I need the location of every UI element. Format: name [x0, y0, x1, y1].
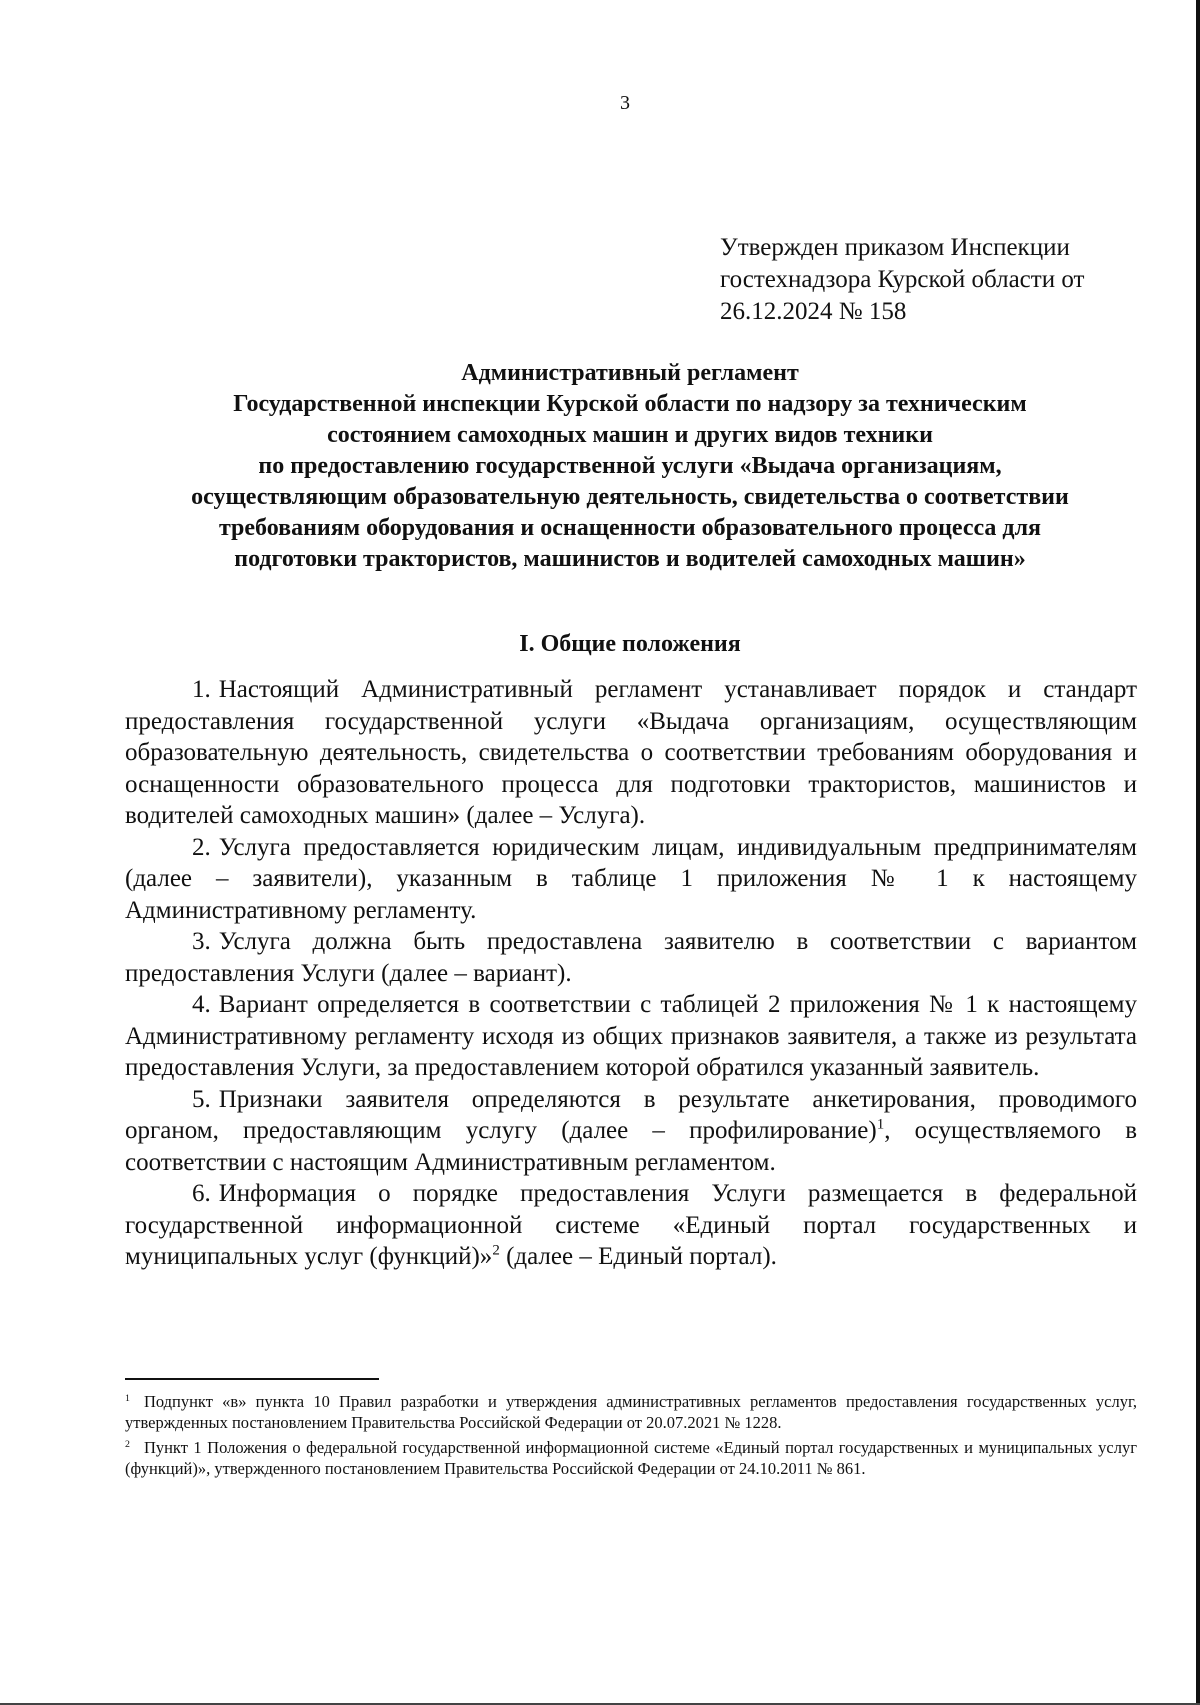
footnote-separator — [125, 1378, 379, 1380]
paragraph-number: 5. — [192, 1085, 211, 1113]
title-line-5: осуществляющим образовательную деятельность, свидетельства о соответствии — [191, 484, 1069, 510]
scan-right-border — [1196, 0, 1200, 1705]
paragraph-text-cont: (далее – Единый портал). — [499, 1243, 777, 1270]
paragraph-text: Услуга предоставляется юридическим лицам, индивидуальным предпринимателям (далее – заявители), указанным в таблице 1 приложения № 1 к настоящему Административному регламенту. — [125, 833, 1137, 924]
paragraph-6 — [125, 1178, 1137, 1273]
footnote-text: Подпункт «в» пункта 10 Правил разработки и утверждения административных регламентов предоставления государственных услуг, утвержденных постановлением Правительства Российской Федерации от 20.07.2021 № 1228. — [125, 1392, 1137, 1432]
paragraph-text: Услуга должна быть предоставлена заявителю в соответствии с вариантом предоставления Услуги (далее – вариант). — [125, 928, 1137, 987]
footnote-mark: 1 — [125, 1392, 130, 1404]
title-line-6: требованиям оборудования и оснащенности образовательного процесса для — [218, 515, 1042, 541]
paragraph-4 — [125, 989, 1137, 1084]
paragraph-number: 6. — [192, 1180, 211, 1207]
footnote-2 — [125, 1437, 1137, 1479]
title-line-7: подготовки трактористов, машинистов и водителей самоходных машин» — [234, 546, 1026, 572]
approval-line-1: Утвержден приказом Инспекции — [720, 234, 1070, 261]
footnote-mark: 2 — [125, 1438, 130, 1450]
paragraph-number: 1. — [192, 676, 211, 703]
paragraph-1 — [125, 674, 1137, 832]
body-text — [125, 674, 1137, 1273]
title-line-3: состоянием самоходных машин и других видов техники — [327, 422, 933, 448]
page-number: 3 — [620, 92, 630, 114]
section-heading: I. Общие положения — [519, 631, 741, 657]
footnote-1 — [125, 1391, 1137, 1433]
title-line-4: по предоставлению государственной услуги «Выдача организациям, — [258, 453, 1002, 479]
paragraph-5 — [125, 1084, 1137, 1179]
footnote-text: Пункт 1 Положения о федеральной государственной информационной системе «Единый портал государственных и муниципальных услуг (функций)», утвержденного постановлением Правительства Российской Федерации от 24.10.2011 № 861. — [125, 1438, 1137, 1478]
paragraph-text: Информация о порядке предоставления Услуги размещается в федеральной государственной информационной системе «Единый портал государственных и муниципальных услуг (функций)» — [125, 1180, 1137, 1270]
footnotes — [125, 1391, 1137, 1483]
footnote-ref-2: 2 — [492, 1242, 500, 1259]
paragraph-number: 4. — [192, 991, 211, 1018]
paragraph-number: 3. — [192, 928, 211, 955]
paragraph-3 — [125, 926, 1137, 989]
paragraph-text: Настоящий Административный регламент устанавливает порядок и стандарт предоставления государственной услуги «Выдача организациям, осуществляющим образовательную деятельность, свидетельства о соответствии требованиям оборудования и оснащенности образовательного процесса для подготовки трактористов, машинистов и водителей самоходных машин» (далее – Услуга). — [125, 676, 1137, 829]
title-line-2: Государственной инспекции Курской области по надзору за техническим — [233, 391, 1027, 417]
paragraph-text-cont: , осуществляемого в соответствии с настоящим Административным регламентом. — [125, 1117, 1137, 1176]
footnote-ref-1: 1 — [876, 1116, 885, 1133]
paragraph-2 — [125, 832, 1137, 927]
approval-line-2: гостехнадзора Курской области от — [720, 266, 1085, 293]
document-title — [110, 358, 1150, 575]
paragraph-text: Вариант определяется в соответствии с таблицей 2 приложения № 1 к настоящему Административному регламенту исходя из общих признаков заявителя, а также из результата предоставления Услуги, за предоставлением которой обратился указанный заявитель. — [125, 991, 1137, 1081]
paragraph-text: Признаки заявителя определяются в результате анкетирования, проводимого органом, предоставляющим услугу (далее – профилирование) — [125, 1085, 1137, 1144]
title-line-1: Административный регламент — [461, 360, 799, 386]
approval-block — [720, 232, 1140, 328]
approval-line-3: 26.12.2024 № 158 — [720, 298, 907, 325]
paragraph-number: 2. — [192, 833, 211, 861]
